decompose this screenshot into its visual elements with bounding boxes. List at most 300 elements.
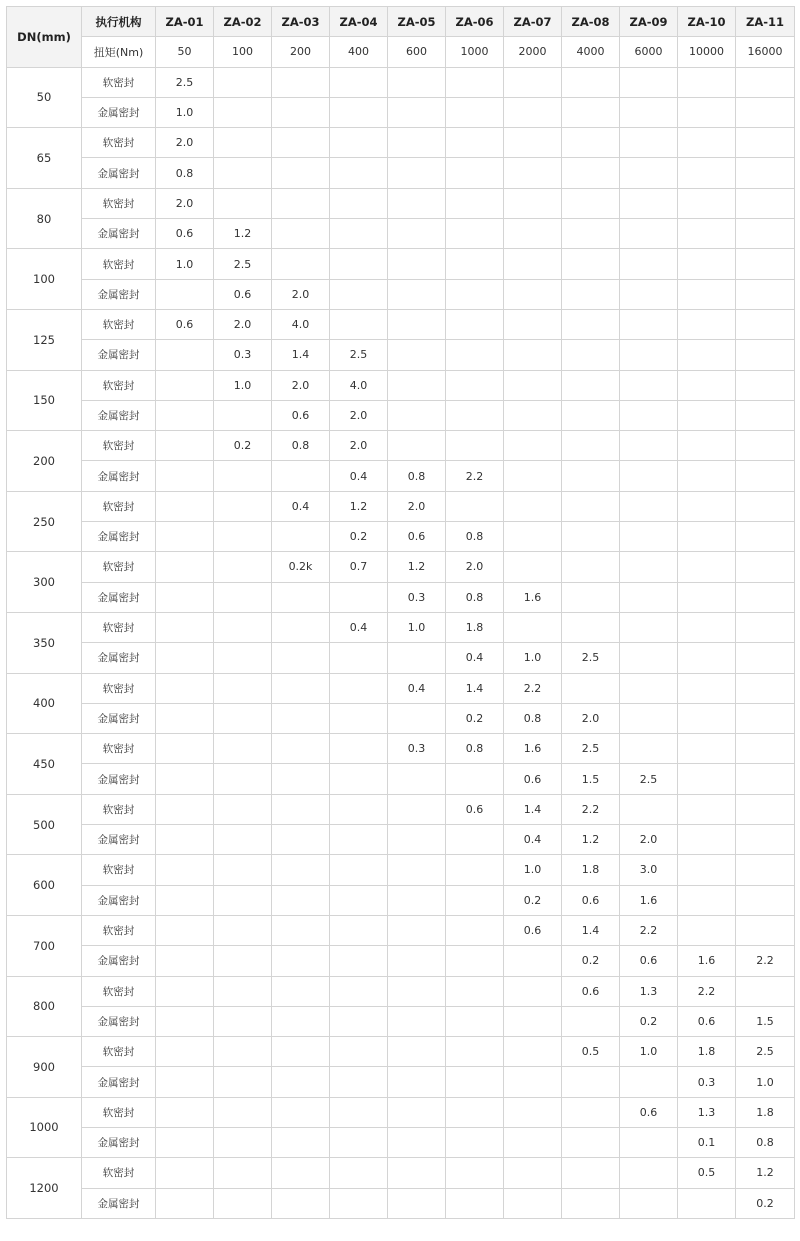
pressure-cell — [736, 612, 795, 642]
pressure-cell — [330, 67, 388, 97]
pressure-cell: 0.3 — [388, 582, 446, 612]
soft-seal-label: 软密封 — [82, 734, 156, 764]
pressure-cell: 1.8 — [678, 1037, 736, 1067]
pressure-cell — [446, 431, 504, 461]
soft-seal-label: 软密封 — [82, 976, 156, 1006]
pressure-cell: 0.2 — [504, 885, 562, 915]
pressure-cell — [736, 97, 795, 127]
pressure-cell: 2.5 — [214, 249, 272, 279]
pressure-cell — [446, 885, 504, 915]
pressure-cell — [620, 128, 678, 158]
pressure-cell — [214, 855, 272, 885]
pressure-cell — [736, 582, 795, 612]
pressure-cell — [156, 1097, 214, 1127]
table-header — [7, 7, 795, 68]
pressure-cell: 2.2 — [562, 794, 620, 824]
pressure-cell — [562, 431, 620, 461]
model-header-cell: ZA-10 — [678, 7, 736, 37]
metal-seal-label: 金属密封 — [82, 522, 156, 552]
pressure-cell — [620, 431, 678, 461]
metal-seal-label: 金属密封 — [82, 1127, 156, 1157]
pressure-cell — [446, 128, 504, 158]
dn-size-cell: 1200 — [7, 1158, 82, 1219]
pressure-cell — [214, 1158, 272, 1188]
pressure-cell — [562, 309, 620, 339]
pressure-cell — [736, 794, 795, 824]
pressure-cell — [388, 128, 446, 158]
pressure-cell — [620, 612, 678, 642]
pressure-cell — [446, 370, 504, 400]
pressure-cell — [156, 703, 214, 733]
pressure-cell — [678, 552, 736, 582]
pressure-cell: 1.0 — [504, 855, 562, 885]
pressure-cell — [736, 279, 795, 309]
pressure-cell — [678, 855, 736, 885]
dn-size-cell: 900 — [7, 1037, 82, 1098]
pressure-cell — [562, 1097, 620, 1127]
pressure-cell: 0.4 — [446, 643, 504, 673]
model-header-cell: ZA-06 — [446, 7, 504, 37]
pressure-cell: 1.5 — [736, 1006, 795, 1036]
pressure-cell: 2.0 — [156, 128, 214, 158]
pressure-cell — [562, 158, 620, 188]
pressure-cell: 2.2 — [446, 461, 504, 491]
torque-value-cell: 2000 — [504, 37, 562, 67]
pressure-cell — [678, 309, 736, 339]
pressure-cell — [446, 1158, 504, 1188]
pressure-cell — [272, 219, 330, 249]
pressure-cell: 1.4 — [446, 673, 504, 703]
table-row — [7, 855, 795, 885]
pressure-cell — [504, 158, 562, 188]
pressure-cell — [272, 1097, 330, 1127]
pressure-cell — [620, 461, 678, 491]
pressure-cell: 2.0 — [388, 491, 446, 521]
pressure-cell: 2.2 — [736, 946, 795, 976]
pressure-cell: 0.3 — [678, 1067, 736, 1097]
table-row — [7, 582, 795, 612]
table-row — [7, 431, 795, 461]
pressure-cell — [562, 128, 620, 158]
dn-size-cell: 125 — [7, 309, 82, 370]
pressure-cell — [156, 885, 214, 915]
pressure-cell — [214, 1037, 272, 1067]
pressure-cell — [330, 764, 388, 794]
model-header-cell: ZA-01 — [156, 7, 214, 37]
pressure-cell — [214, 764, 272, 794]
pressure-cell — [330, 219, 388, 249]
soft-seal-label: 软密封 — [82, 915, 156, 945]
pressure-cell — [214, 491, 272, 521]
model-header-cell: ZA-07 — [504, 7, 562, 37]
pressure-cell — [678, 643, 736, 673]
pressure-cell — [272, 158, 330, 188]
pressure-cell: 1.6 — [678, 946, 736, 976]
pressure-cell — [388, 1006, 446, 1036]
pressure-cell — [388, 703, 446, 733]
pressure-cell — [156, 673, 214, 703]
pressure-cell — [678, 522, 736, 552]
pressure-cell — [504, 976, 562, 1006]
pressure-cell — [156, 764, 214, 794]
pressure-cell: 0.6 — [562, 885, 620, 915]
pressure-cell — [504, 309, 562, 339]
pressure-cell: 1.0 — [388, 612, 446, 642]
pressure-cell — [156, 370, 214, 400]
pressure-cell — [620, 400, 678, 430]
pressure-cell — [504, 219, 562, 249]
pressure-cell — [272, 1037, 330, 1067]
pressure-cell — [214, 1067, 272, 1097]
pressure-cell — [272, 855, 330, 885]
torque-value-cell: 16000 — [736, 37, 795, 67]
pressure-cell — [388, 764, 446, 794]
pressure-cell — [214, 461, 272, 491]
pressure-cell — [388, 1097, 446, 1127]
pressure-cell — [736, 340, 795, 370]
pressure-cell — [678, 612, 736, 642]
pressure-cell: 0.8 — [156, 158, 214, 188]
pressure-cell — [156, 946, 214, 976]
pressure-cell — [504, 612, 562, 642]
metal-seal-label: 金属密封 — [82, 97, 156, 127]
pressure-cell — [562, 461, 620, 491]
pressure-cell — [272, 976, 330, 1006]
pressure-cell — [272, 885, 330, 915]
pressure-cell — [504, 67, 562, 97]
pressure-cell: 2.5 — [562, 734, 620, 764]
dn-size-cell: 300 — [7, 552, 82, 613]
pressure-cell — [272, 764, 330, 794]
pressure-cell: 1.3 — [620, 976, 678, 1006]
dn-size-cell: 80 — [7, 188, 82, 249]
pressure-cell — [678, 794, 736, 824]
pressure-cell: 0.6 — [620, 946, 678, 976]
dn-size-cell: 800 — [7, 976, 82, 1037]
pressure-cell: 1.2 — [214, 219, 272, 249]
pressure-cell: 1.5 — [562, 764, 620, 794]
pressure-cell — [388, 158, 446, 188]
table-row — [7, 734, 795, 764]
pressure-cell — [736, 734, 795, 764]
pressure-cell — [446, 1067, 504, 1097]
pressure-cell — [736, 976, 795, 1006]
pressure-cell — [446, 946, 504, 976]
pressure-cell: 1.6 — [504, 734, 562, 764]
pressure-cell — [504, 1127, 562, 1157]
pressure-cell — [736, 67, 795, 97]
pressure-cell — [214, 643, 272, 673]
pressure-cell — [214, 703, 272, 733]
pressure-cell — [330, 794, 388, 824]
pressure-cell — [504, 1067, 562, 1097]
pressure-cell — [446, 764, 504, 794]
pressure-cell: 0.1 — [678, 1127, 736, 1157]
pressure-cell — [678, 461, 736, 491]
pressure-cell: 0.8 — [272, 431, 330, 461]
pressure-cell — [678, 703, 736, 733]
pressure-cell — [504, 1158, 562, 1188]
pressure-cell — [678, 431, 736, 461]
pressure-cell — [330, 703, 388, 733]
table-row — [7, 370, 795, 400]
pressure-cell — [446, 1037, 504, 1067]
model-header-cell: ZA-05 — [388, 7, 446, 37]
dn-size-cell: 700 — [7, 915, 82, 976]
pressure-cell — [156, 552, 214, 582]
pressure-cell — [736, 915, 795, 945]
pressure-cell: 1.2 — [562, 825, 620, 855]
table-row — [7, 1006, 795, 1036]
pressure-cell — [156, 279, 214, 309]
pressure-cell: 0.4 — [388, 673, 446, 703]
pressure-cell — [330, 188, 388, 218]
pressure-cell — [330, 673, 388, 703]
soft-seal-label: 软密封 — [82, 1037, 156, 1067]
pressure-cell — [272, 1006, 330, 1036]
pressure-cell: 2.5 — [620, 764, 678, 794]
pressure-cell — [678, 128, 736, 158]
pressure-cell — [446, 1006, 504, 1036]
pressure-cell — [736, 522, 795, 552]
pressure-cell: 0.8 — [736, 1127, 795, 1157]
dn-size-cell: 1000 — [7, 1097, 82, 1158]
pressure-cell — [156, 340, 214, 370]
metal-seal-label: 金属密封 — [82, 219, 156, 249]
pressure-cell — [156, 400, 214, 430]
table-row — [7, 249, 795, 279]
pressure-cell — [562, 97, 620, 127]
pressure-cell — [562, 552, 620, 582]
metal-seal-label: 金属密封 — [82, 1006, 156, 1036]
pressure-cell — [214, 612, 272, 642]
pressure-cell — [214, 1097, 272, 1127]
pressure-cell — [388, 219, 446, 249]
pressure-cell — [678, 764, 736, 794]
pressure-cell — [388, 1188, 446, 1218]
pressure-cell — [272, 673, 330, 703]
pressure-cell: 0.8 — [446, 734, 504, 764]
soft-seal-label: 软密封 — [82, 673, 156, 703]
pressure-cell — [678, 400, 736, 430]
pressure-cell — [678, 249, 736, 279]
pressure-cell — [736, 431, 795, 461]
pressure-cell — [504, 340, 562, 370]
pressure-cell — [446, 67, 504, 97]
pressure-cell — [736, 764, 795, 794]
pressure-cell — [620, 1067, 678, 1097]
pressure-cell — [214, 946, 272, 976]
soft-seal-label: 软密封 — [82, 188, 156, 218]
pressure-cell — [388, 946, 446, 976]
pressure-cell: 0.7 — [330, 552, 388, 582]
pressure-cell — [330, 1006, 388, 1036]
pressure-cell: 0.2 — [446, 703, 504, 733]
pressure-cell — [272, 128, 330, 158]
pressure-cell — [388, 794, 446, 824]
pressure-cell — [678, 915, 736, 945]
pressure-cell — [736, 825, 795, 855]
pressure-cell — [272, 794, 330, 824]
pressure-cell — [678, 1188, 736, 1218]
pressure-cell — [330, 734, 388, 764]
torque-table — [6, 6, 795, 1219]
pressure-cell — [504, 461, 562, 491]
pressure-cell: 4.0 — [330, 370, 388, 400]
table-row — [7, 128, 795, 158]
pressure-cell — [562, 1127, 620, 1157]
pressure-cell — [736, 855, 795, 885]
pressure-cell: 0.4 — [330, 461, 388, 491]
dn-size-cell: 150 — [7, 370, 82, 431]
pressure-cell — [156, 734, 214, 764]
pressure-cell — [504, 491, 562, 521]
pressure-cell: 0.2 — [562, 946, 620, 976]
pressure-cell: 1.4 — [272, 340, 330, 370]
dn-size-cell: 450 — [7, 734, 82, 795]
pressure-cell — [446, 400, 504, 430]
pressure-cell — [504, 522, 562, 552]
pressure-cell — [736, 673, 795, 703]
table-row — [7, 946, 795, 976]
pressure-cell — [388, 1127, 446, 1157]
pressure-cell — [272, 1067, 330, 1097]
pressure-cell — [678, 491, 736, 521]
pressure-cell — [446, 1127, 504, 1157]
pressure-cell — [330, 885, 388, 915]
dn-size-cell: 500 — [7, 794, 82, 855]
pressure-cell — [678, 370, 736, 400]
table-row — [7, 1067, 795, 1097]
table-row — [7, 976, 795, 1006]
pressure-cell — [504, 128, 562, 158]
pressure-cell — [330, 643, 388, 673]
pressure-cell — [214, 976, 272, 1006]
pressure-cell — [736, 370, 795, 400]
metal-seal-label: 金属密封 — [82, 400, 156, 430]
pressure-cell: 1.0 — [620, 1037, 678, 1067]
pressure-cell — [562, 491, 620, 521]
pressure-cell — [620, 340, 678, 370]
table-row — [7, 1188, 795, 1218]
pressure-cell — [736, 552, 795, 582]
pressure-cell: 0.5 — [678, 1158, 736, 1188]
pressure-cell — [388, 340, 446, 370]
dn-size-cell: 350 — [7, 612, 82, 673]
pressure-cell — [504, 97, 562, 127]
table-row — [7, 461, 795, 491]
metal-seal-label: 金属密封 — [82, 703, 156, 733]
pressure-cell — [330, 946, 388, 976]
pressure-cell — [678, 885, 736, 915]
pressure-cell — [156, 1188, 214, 1218]
pressure-cell — [388, 825, 446, 855]
pressure-cell: 2.0 — [620, 825, 678, 855]
pressure-cell — [272, 188, 330, 218]
pressure-cell — [562, 1188, 620, 1218]
table-row — [7, 400, 795, 430]
soft-seal-label: 软密封 — [82, 249, 156, 279]
pressure-cell: 2.2 — [678, 976, 736, 1006]
pressure-cell — [562, 1006, 620, 1036]
pressure-cell: 0.2 — [330, 522, 388, 552]
pressure-cell: 0.6 — [504, 915, 562, 945]
pressure-cell — [388, 370, 446, 400]
pressure-cell — [562, 279, 620, 309]
pressure-cell — [330, 915, 388, 945]
pressure-cell — [562, 673, 620, 703]
table-row — [7, 97, 795, 127]
pressure-cell: 1.0 — [156, 97, 214, 127]
model-header-cell: ZA-03 — [272, 7, 330, 37]
pressure-cell — [562, 582, 620, 612]
pressure-cell — [504, 370, 562, 400]
dn-size-cell: 50 — [7, 67, 82, 128]
dn-size-cell: 600 — [7, 855, 82, 916]
pressure-cell — [562, 188, 620, 218]
pressure-cell: 1.6 — [620, 885, 678, 915]
pressure-cell — [330, 976, 388, 1006]
pressure-cell — [388, 188, 446, 218]
pressure-cell — [214, 552, 272, 582]
pressure-cell — [156, 612, 214, 642]
pressure-cell — [736, 158, 795, 188]
metal-seal-label: 金属密封 — [82, 340, 156, 370]
metal-seal-label: 金属密封 — [82, 885, 156, 915]
pressure-cell — [736, 309, 795, 339]
pressure-cell — [562, 67, 620, 97]
pressure-cell: 0.6 — [562, 976, 620, 1006]
pressure-cell — [446, 309, 504, 339]
pressure-cell: 0.3 — [388, 734, 446, 764]
pressure-cell — [620, 673, 678, 703]
pressure-cell: 1.6 — [504, 582, 562, 612]
pressure-cell: 2.5 — [156, 67, 214, 97]
pressure-cell — [388, 309, 446, 339]
pressure-cell: 0.6 — [214, 279, 272, 309]
pressure-cell — [562, 370, 620, 400]
pressure-cell — [156, 794, 214, 824]
torque-value-cell: 10000 — [678, 37, 736, 67]
pressure-cell — [620, 309, 678, 339]
table-row — [7, 764, 795, 794]
pressure-cell — [620, 643, 678, 673]
pressure-cell: 1.2 — [388, 552, 446, 582]
pressure-cell: 2.5 — [562, 643, 620, 673]
metal-seal-label: 金属密封 — [82, 1067, 156, 1097]
table-row — [7, 673, 795, 703]
pressure-cell — [446, 249, 504, 279]
pressure-cell — [678, 188, 736, 218]
soft-seal-label: 软密封 — [82, 794, 156, 824]
pressure-cell — [214, 825, 272, 855]
pressure-cell — [388, 915, 446, 945]
dn-size-cell: 400 — [7, 673, 82, 734]
pressure-cell — [156, 431, 214, 461]
pressure-cell — [562, 249, 620, 279]
pressure-cell: 1.0 — [504, 643, 562, 673]
model-header-row — [7, 7, 795, 37]
pressure-cell — [446, 915, 504, 945]
table-row — [7, 188, 795, 218]
pressure-cell — [678, 219, 736, 249]
table-row — [7, 1097, 795, 1127]
pressure-cell — [330, 309, 388, 339]
pressure-cell — [330, 855, 388, 885]
table-row — [7, 309, 795, 339]
pressure-cell: 1.0 — [736, 1067, 795, 1097]
metal-seal-label: 金属密封 — [82, 764, 156, 794]
